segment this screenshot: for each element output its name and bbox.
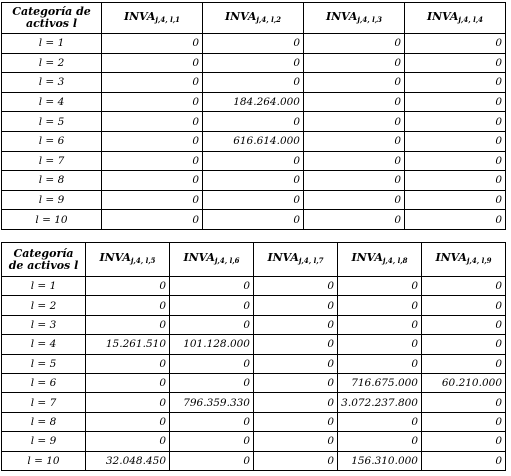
value-cell: 0 <box>203 73 304 93</box>
table-row <box>2 354 506 373</box>
category-cell: l = 7 <box>2 151 102 171</box>
value-cell: 0 <box>203 190 304 210</box>
value-cell: 0 <box>304 112 405 132</box>
value-cell: 0 <box>422 277 506 296</box>
value-cell: 0 <box>422 393 506 412</box>
column-header: $INVA_{j,4, l,6}$ <box>170 243 254 277</box>
value-cell: 0 <box>102 92 203 112</box>
value-cell: 0 <box>203 171 304 191</box>
value-cell: 0 <box>405 73 506 93</box>
category-cell: l = 3 <box>2 73 102 93</box>
value-cell: 0 <box>405 151 506 171</box>
value-cell: 0 <box>102 171 203 191</box>
value-cell: 0 <box>304 210 405 230</box>
value-cell: 0 <box>338 296 422 315</box>
value-cell: 0 <box>170 373 254 392</box>
value-cell: 60.210.000 <box>422 373 506 392</box>
value-cell: 0 <box>422 296 506 315</box>
value-cell: 0 <box>102 73 203 93</box>
value-cell: 0 <box>170 412 254 431</box>
value-cell: 0 <box>254 373 338 392</box>
value-cell: 0 <box>338 315 422 334</box>
table-row <box>2 315 506 334</box>
table-row <box>2 335 506 354</box>
category-cell: l = 10 <box>2 451 86 470</box>
value-cell: 0 <box>405 210 506 230</box>
value-cell: 0 <box>102 53 203 73</box>
value-cell: 0 <box>102 190 203 210</box>
value-cell: 0 <box>102 112 203 132</box>
value-cell: 0 <box>203 210 304 230</box>
table-header-row <box>2 243 506 277</box>
value-cell: 0 <box>102 34 203 54</box>
category-cell: l = 5 <box>2 354 86 373</box>
value-cell: 0 <box>405 190 506 210</box>
value-cell: 0 <box>422 335 506 354</box>
value-cell: 796.359.330 <box>170 393 254 412</box>
value-cell: 0 <box>422 412 506 431</box>
column-header: $INVA_{j,4, l,5}$ <box>86 243 170 277</box>
value-cell: 0 <box>422 451 506 470</box>
value-cell: 0 <box>422 315 506 334</box>
table-row <box>2 210 506 230</box>
value-cell: 0 <box>254 432 338 451</box>
column-header: $INVA_{j,4, l,1}$ <box>102 3 203 34</box>
value-cell: 3.072.237.800 <box>338 393 422 412</box>
value-cell: 0 <box>304 73 405 93</box>
value-cell: 101.128.000 <box>170 335 254 354</box>
value-cell: 0 <box>86 373 170 392</box>
category-cell: l = 6 <box>2 131 102 151</box>
table-row <box>2 53 506 73</box>
value-cell: 0 <box>338 432 422 451</box>
category-cell: l = 10 <box>2 210 102 230</box>
value-cell: 0 <box>102 151 203 171</box>
value-cell: 0 <box>338 412 422 431</box>
value-cell: 0 <box>86 277 170 296</box>
value-cell: 0 <box>254 393 338 412</box>
table-row <box>2 393 506 412</box>
category-cell: l = 8 <box>2 171 102 191</box>
value-cell: 0 <box>304 92 405 112</box>
value-cell: 0 <box>254 296 338 315</box>
table-header-row <box>2 3 506 34</box>
category-cell: l = 9 <box>2 432 86 451</box>
category-cell: l = 2 <box>2 53 102 73</box>
category-cell: l = 3 <box>2 315 86 334</box>
value-cell: 0 <box>102 210 203 230</box>
value-cell: 0 <box>304 151 405 171</box>
table-row <box>2 171 506 191</box>
category-cell: l = 1 <box>2 277 86 296</box>
table-row <box>2 112 506 132</box>
category-cell: l = 4 <box>2 335 86 354</box>
category-cell: l = 4 <box>2 92 102 112</box>
column-header: $INVA_{j,4, l,4}$ <box>405 3 506 34</box>
table-row <box>2 432 506 451</box>
value-cell: 32.048.450 <box>86 451 170 470</box>
category-cell: l = 7 <box>2 393 86 412</box>
value-cell: 0 <box>203 151 304 171</box>
value-cell: 0 <box>338 354 422 373</box>
table-row <box>2 73 506 93</box>
value-cell: 0 <box>86 393 170 412</box>
category-column-header: Categoría de activos l <box>2 3 102 34</box>
column-header: $INVA_{j,4, l,9}$ <box>422 243 506 277</box>
value-cell: 616.614.000 <box>203 131 304 151</box>
category-cell: l = 5 <box>2 112 102 132</box>
value-cell: 0 <box>254 451 338 470</box>
value-cell: 0 <box>86 315 170 334</box>
value-cell: 0 <box>86 412 170 431</box>
table-row <box>2 296 506 315</box>
value-cell: 0 <box>254 335 338 354</box>
category-cell: l = 8 <box>2 412 86 431</box>
value-cell: 0 <box>304 131 405 151</box>
value-cell: 0 <box>405 92 506 112</box>
value-cell: 0 <box>170 277 254 296</box>
asset-investment-table-1 <box>1 2 506 230</box>
category-cell: l = 1 <box>2 34 102 54</box>
value-cell: 0 <box>254 277 338 296</box>
category-column-header: Categoría de activos l <box>2 243 86 277</box>
value-cell: 0 <box>422 354 506 373</box>
column-header: $INVA_{j,4, l,2}$ <box>203 3 304 34</box>
table-row <box>2 92 506 112</box>
column-header: $INVA_{j,4, l,7}$ <box>254 243 338 277</box>
value-cell: 0 <box>338 277 422 296</box>
table-row <box>2 373 506 392</box>
value-cell: 184.264.000 <box>203 92 304 112</box>
value-cell: 0 <box>304 171 405 191</box>
value-cell: 0 <box>405 131 506 151</box>
value-cell: 0 <box>254 315 338 334</box>
category-cell: l = 2 <box>2 296 86 315</box>
value-cell: 0 <box>203 34 304 54</box>
table-row <box>2 34 506 54</box>
value-cell: 0 <box>86 432 170 451</box>
value-cell: 0 <box>102 131 203 151</box>
value-cell: 0 <box>405 53 506 73</box>
table-row <box>2 451 506 470</box>
value-cell: 0 <box>254 412 338 431</box>
value-cell: 0 <box>170 296 254 315</box>
asset-investment-table-2 <box>1 242 506 471</box>
value-cell: 0 <box>254 354 338 373</box>
value-cell: 0 <box>170 315 254 334</box>
value-cell: 0 <box>422 432 506 451</box>
table-row <box>2 412 506 431</box>
value-cell: 156.310.000 <box>338 451 422 470</box>
table-row <box>2 277 506 296</box>
table-row <box>2 190 506 210</box>
value-cell: 0 <box>203 112 304 132</box>
category-cell: l = 9 <box>2 190 102 210</box>
value-cell: 716.675.000 <box>338 373 422 392</box>
value-cell: 0 <box>304 34 405 54</box>
value-cell: 0 <box>338 335 422 354</box>
value-cell: 0 <box>405 112 506 132</box>
table-row <box>2 131 506 151</box>
value-cell: 0 <box>170 451 254 470</box>
value-cell: 0 <box>203 53 304 73</box>
value-cell: 0 <box>304 190 405 210</box>
column-header: $INVA_{j,4, l,8}$ <box>338 243 422 277</box>
value-cell: 0 <box>86 354 170 373</box>
value-cell: 0 <box>170 432 254 451</box>
column-header: $INVA_{j,4, l,3}$ <box>304 3 405 34</box>
value-cell: 0 <box>86 296 170 315</box>
value-cell: 15.261.510 <box>86 335 170 354</box>
value-cell: 0 <box>170 354 254 373</box>
value-cell: 0 <box>304 53 405 73</box>
table-row <box>2 151 506 171</box>
category-cell: l = 6 <box>2 373 86 392</box>
value-cell: 0 <box>405 34 506 54</box>
value-cell: 0 <box>405 171 506 191</box>
